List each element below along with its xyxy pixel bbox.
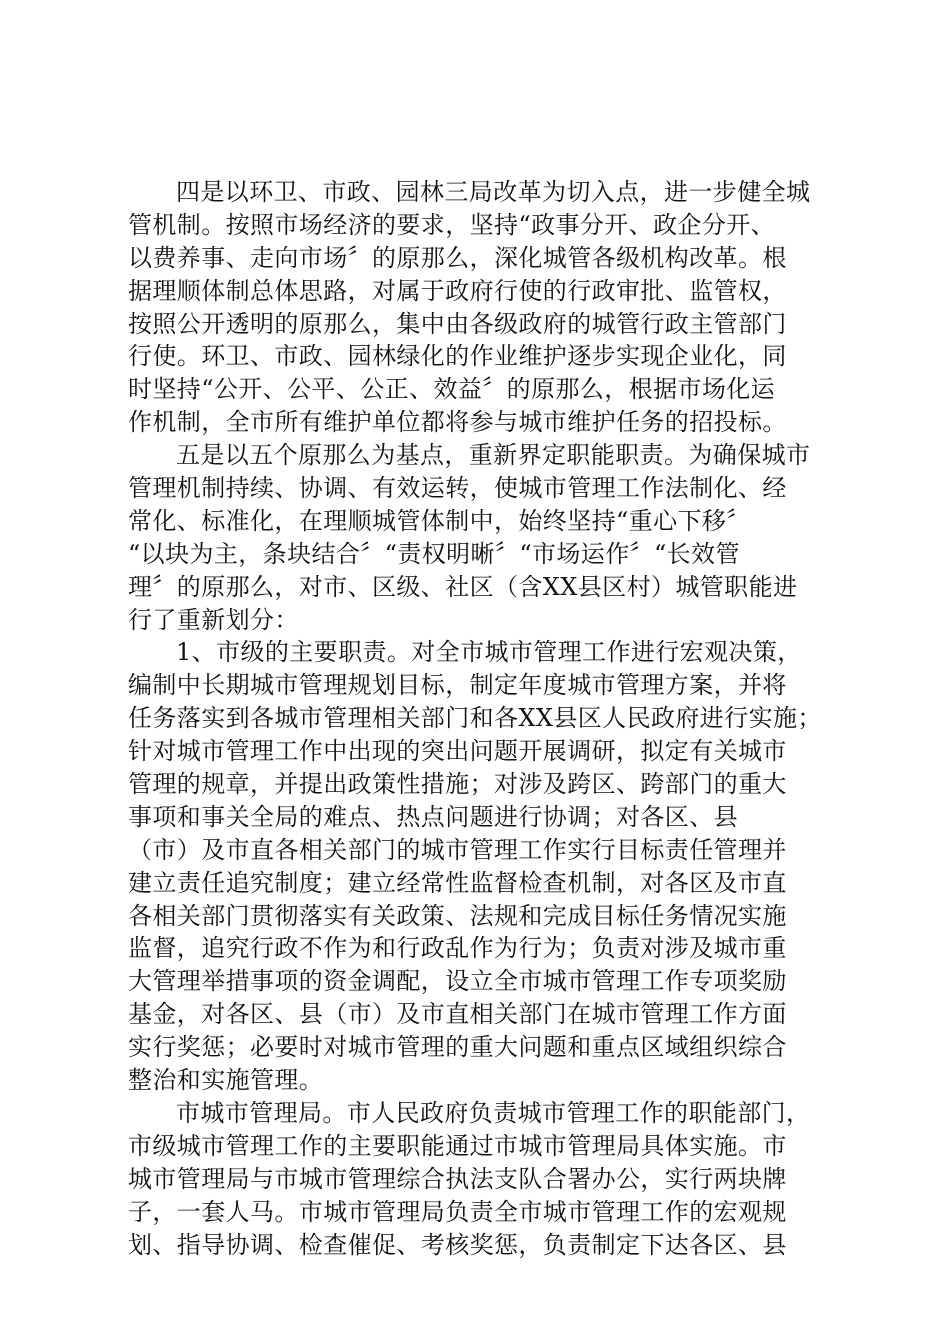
text-line: 划、指导协调、检查催促、考核奖惩，负责制定下达各区、县 bbox=[128, 1230, 787, 1259]
text-line: 行使。环卫、市政、园林绿化的作业维护逐步实现企业化，同 bbox=[128, 342, 787, 371]
text-line: 五是以五个原那么为基点，重新界定职能职责。为确保城市 bbox=[176, 441, 811, 470]
text-line: 管机制。按照市场经济的要求，坚持“政事分开、政企分开、 bbox=[128, 210, 776, 239]
paragraph-five-principles bbox=[128, 439, 848, 636]
document-body bbox=[128, 176, 848, 1261]
text-line: 大管理举措事项的资金调配，设立全市城市管理工作专项奖励 bbox=[128, 967, 787, 996]
text-line: 管理的规章，并提出政策性措施；对涉及跨区、跨部门的重大 bbox=[128, 770, 787, 799]
text-line: 各相关部门贯彻落实有关政策、法规和完成目标任务情况实施 bbox=[128, 901, 787, 930]
text-line: 按照公开透明的原那么，集中由各级政府的城管行政主管部门 bbox=[128, 309, 787, 338]
text-line: 理〞的原那么，对市、区级、社区（含XX县区村）城管职能进 bbox=[128, 572, 798, 601]
text-line: 市级城市管理工作的主要职能通过市城市管理局具体实施。市 bbox=[128, 1131, 787, 1160]
text-line: 实行奖惩；必要时对城市管理的重大问题和重点区域组织综合 bbox=[128, 1033, 787, 1062]
text-line: 四是以环卫、市政、园林三局改革为切入点，进一步健全城 bbox=[176, 178, 811, 206]
text-line: 据理顺体制总体思路，对属于政府行使的行政审批、监管权， bbox=[128, 276, 787, 305]
text-line: “以块为主，条块结合〞“责权明晰〞“市场运作〞“长效管 bbox=[128, 539, 740, 568]
text-line: 基金，对各区、县（市）及市直相关部门在城市管理工作方面 bbox=[128, 1000, 787, 1029]
text-line: 作机制，全市所有维护单位都将参与城市维护任务的招投标。 bbox=[128, 408, 787, 437]
text-line: 城市管理局与市城市管理综合执法支队合署办公，实行两块牌 bbox=[128, 1164, 787, 1193]
text-line: 以费养事、走向市场〞的原那么，深化城管各级机构改革。根 bbox=[128, 243, 787, 272]
text-line: 子，一套人马。市城市管理局负责全市城市管理工作的宏观规 bbox=[128, 1197, 787, 1226]
text-line: 事项和事关全局的难点、热点问题进行协调；对各区、县 bbox=[128, 802, 738, 831]
text-line: 任务落实到各城市管理相关部门和各XX县区人民政府进行实施； bbox=[128, 704, 822, 733]
text-line: 行了重新划分： bbox=[128, 605, 299, 634]
text-line: 时坚持“公开、公平、公正、效益〞的原那么，根据市场化运 bbox=[128, 375, 776, 404]
text-line: 整治和实施管理。 bbox=[128, 1066, 324, 1095]
text-line: 管理机制持续、协调、有效运转，使城市管理工作法制化、经 bbox=[128, 474, 787, 503]
text-line: （市）及市直各相关部门的城市管理工作实行目标责任管理并 bbox=[128, 835, 787, 864]
text-line: 监督，追究行政不作为和行政乱作为行为；负责对涉及城市重 bbox=[128, 934, 787, 963]
text-line: 常化、标准化，在理顺城管体制中，始终坚持“重心下移〞 bbox=[128, 506, 751, 535]
paragraph-city-level-duties bbox=[128, 636, 848, 1096]
text-line: 针对城市管理工作中出现的突出问题开展调研，拟定有关城市 bbox=[128, 737, 787, 766]
text-line: 编制中长期城市管理规划目标，制定年度城市管理方案，并将 bbox=[128, 671, 787, 700]
paragraph-environment-reform bbox=[128, 176, 848, 439]
text-line: 1、市级的主要职责。对全市城市管理工作进行宏观决策， bbox=[176, 638, 802, 667]
paragraph-city-management-bureau bbox=[128, 1097, 848, 1261]
text-line: 建立责任追究制度；建立经常性监督检查机制，对各区及市直 bbox=[128, 868, 787, 897]
text-line: 市城市管理局。市人民政府负责城市管理工作的职能部门， bbox=[176, 1098, 811, 1127]
